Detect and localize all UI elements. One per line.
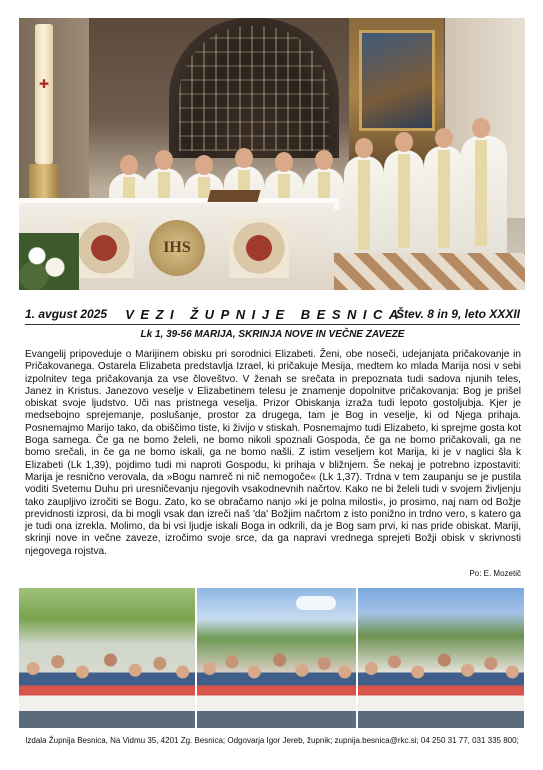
newsletter-title: VEZI ŽUPNIJE BESNICA bbox=[125, 307, 405, 322]
photo-crowd-hills bbox=[197, 588, 356, 728]
checkered-floor bbox=[334, 253, 525, 290]
article-byline: Po: E. Mozetič bbox=[469, 569, 521, 578]
priest-figure bbox=[461, 136, 507, 268]
publisher-footer: Izdala Župnija Besnica, Na Vidmu 35, 4201 Zg. Besnica; Odgovarja Igor Jereb, župnik; zupnija.besnica@rkc.si; 04 250 31 77, 031 335 800; bbox=[25, 736, 519, 745]
priest-figure bbox=[384, 150, 424, 268]
crowd bbox=[19, 643, 195, 728]
altar-star-panel bbox=[74, 218, 134, 278]
crowd bbox=[358, 643, 524, 728]
gospel-reading-title: Lk 1, 39-56 MARIJA, SKRINJA NOVE IN VEČNE ZAVEZE bbox=[140, 329, 405, 340]
issue-date: 1. avgust 2025 bbox=[25, 307, 108, 321]
altar-star-panel bbox=[229, 218, 289, 278]
ihs-emblem: IHS bbox=[149, 220, 205, 276]
masthead bbox=[25, 307, 520, 325]
photo-outdoor-gathering bbox=[19, 588, 195, 728]
priest-figure bbox=[424, 146, 464, 268]
photo-outdoor-mass bbox=[358, 588, 524, 728]
white-flowers bbox=[19, 233, 79, 290]
paschal-candle bbox=[35, 24, 53, 164]
hero-photo-priests-at-altar bbox=[19, 18, 525, 290]
altar-painting bbox=[359, 30, 435, 131]
header-divider bbox=[25, 324, 520, 325]
article-body: Evangelij pripoveduje o Marijinem obisku pri sorodnici Elizabeti. Ženi, obe noseči, udejanjata pričakovanje in Pričakovanega. Ostarela Elizabeta predstavlja Izrael, ki pričakuje Mesija, medtem ko mlada Marija nosi v sebi izpolnitev tega pričakovanja za vse človeštvo. V ženah se srečata in prepoznata tudi sadova njunih teles, Janez in Kristus. Janezovo veselje v Elizabetinem telesu je znamenje dopolnitve pričakovanja: Bog je prišel obiskat svoje ljudstvo. Uči nas pristnega veselja. Prizor Obiskanja izraža tudi lepoto gostoljubja. Kjer je medsebojno sprejemanje, poslušanje, prostor za drugega, tam je Bog in veselje, ki od Njega prihaja. Posnemajmo Marijo tako, da obiščimo tiste, ki živijo v stiskah. Posnemajmo tudi Elizabeto, ki sprejme gosta kot Boga samega. Če ga ne bomo želeli, ne bomo nikoli spoznali Gospoda, če ga ne bomo pričakovali, ga ne bomo srečali, in če ga ne bomo iskali, ga ne bomo našli. Z istim veseljem kot Marija, ki je v naglici šla k Elizabeti (Lk 1,39), pojdimo tudi mi naproti Gospodu, ki prihaja v bližnjem. Še nekaj je potrebno izpostaviti: Marija je resnično verovala, da »Bogu namreč ni nič nemogoče« (Lk 1,37). Trdna v tem zaupanju se je pustila voditi Svetemu Duhu pri uresničevanju njegovih vsakodnevnih načrtov. Kako ne bi želeli tudi v svojem življenju tako zaupljivo izročiti se Bogu. Zato, ko se obračamo nanjo »ki je polna milosti«, jo prosimo, naj nam od Božje previdnosti izprosi, da bi mogli vsak dan izreči naš 'da' Božjim načrtom z isto ponižno in trdno vero, s katero ga je tudi ona izrekla. Molimo, da bi vsi ljudje iskali Boga in odkrili, da je Bog sam prvi, ki nas pride obiskat. Mariji, skrinji nove in večne zaveze, izročimo svoje srce, da ga napravi vrednega sprejeti Božji obisk v skrivnosti njegovega rojstva. bbox=[25, 349, 521, 557]
priest-figure bbox=[344, 156, 384, 268]
issue-number: Štev. 8 in 9, leto XXXII bbox=[395, 307, 520, 321]
cloud bbox=[296, 596, 336, 610]
cross-icon: ✚ bbox=[38, 77, 50, 91]
crowd bbox=[197, 643, 356, 728]
missal-book bbox=[207, 190, 260, 202]
